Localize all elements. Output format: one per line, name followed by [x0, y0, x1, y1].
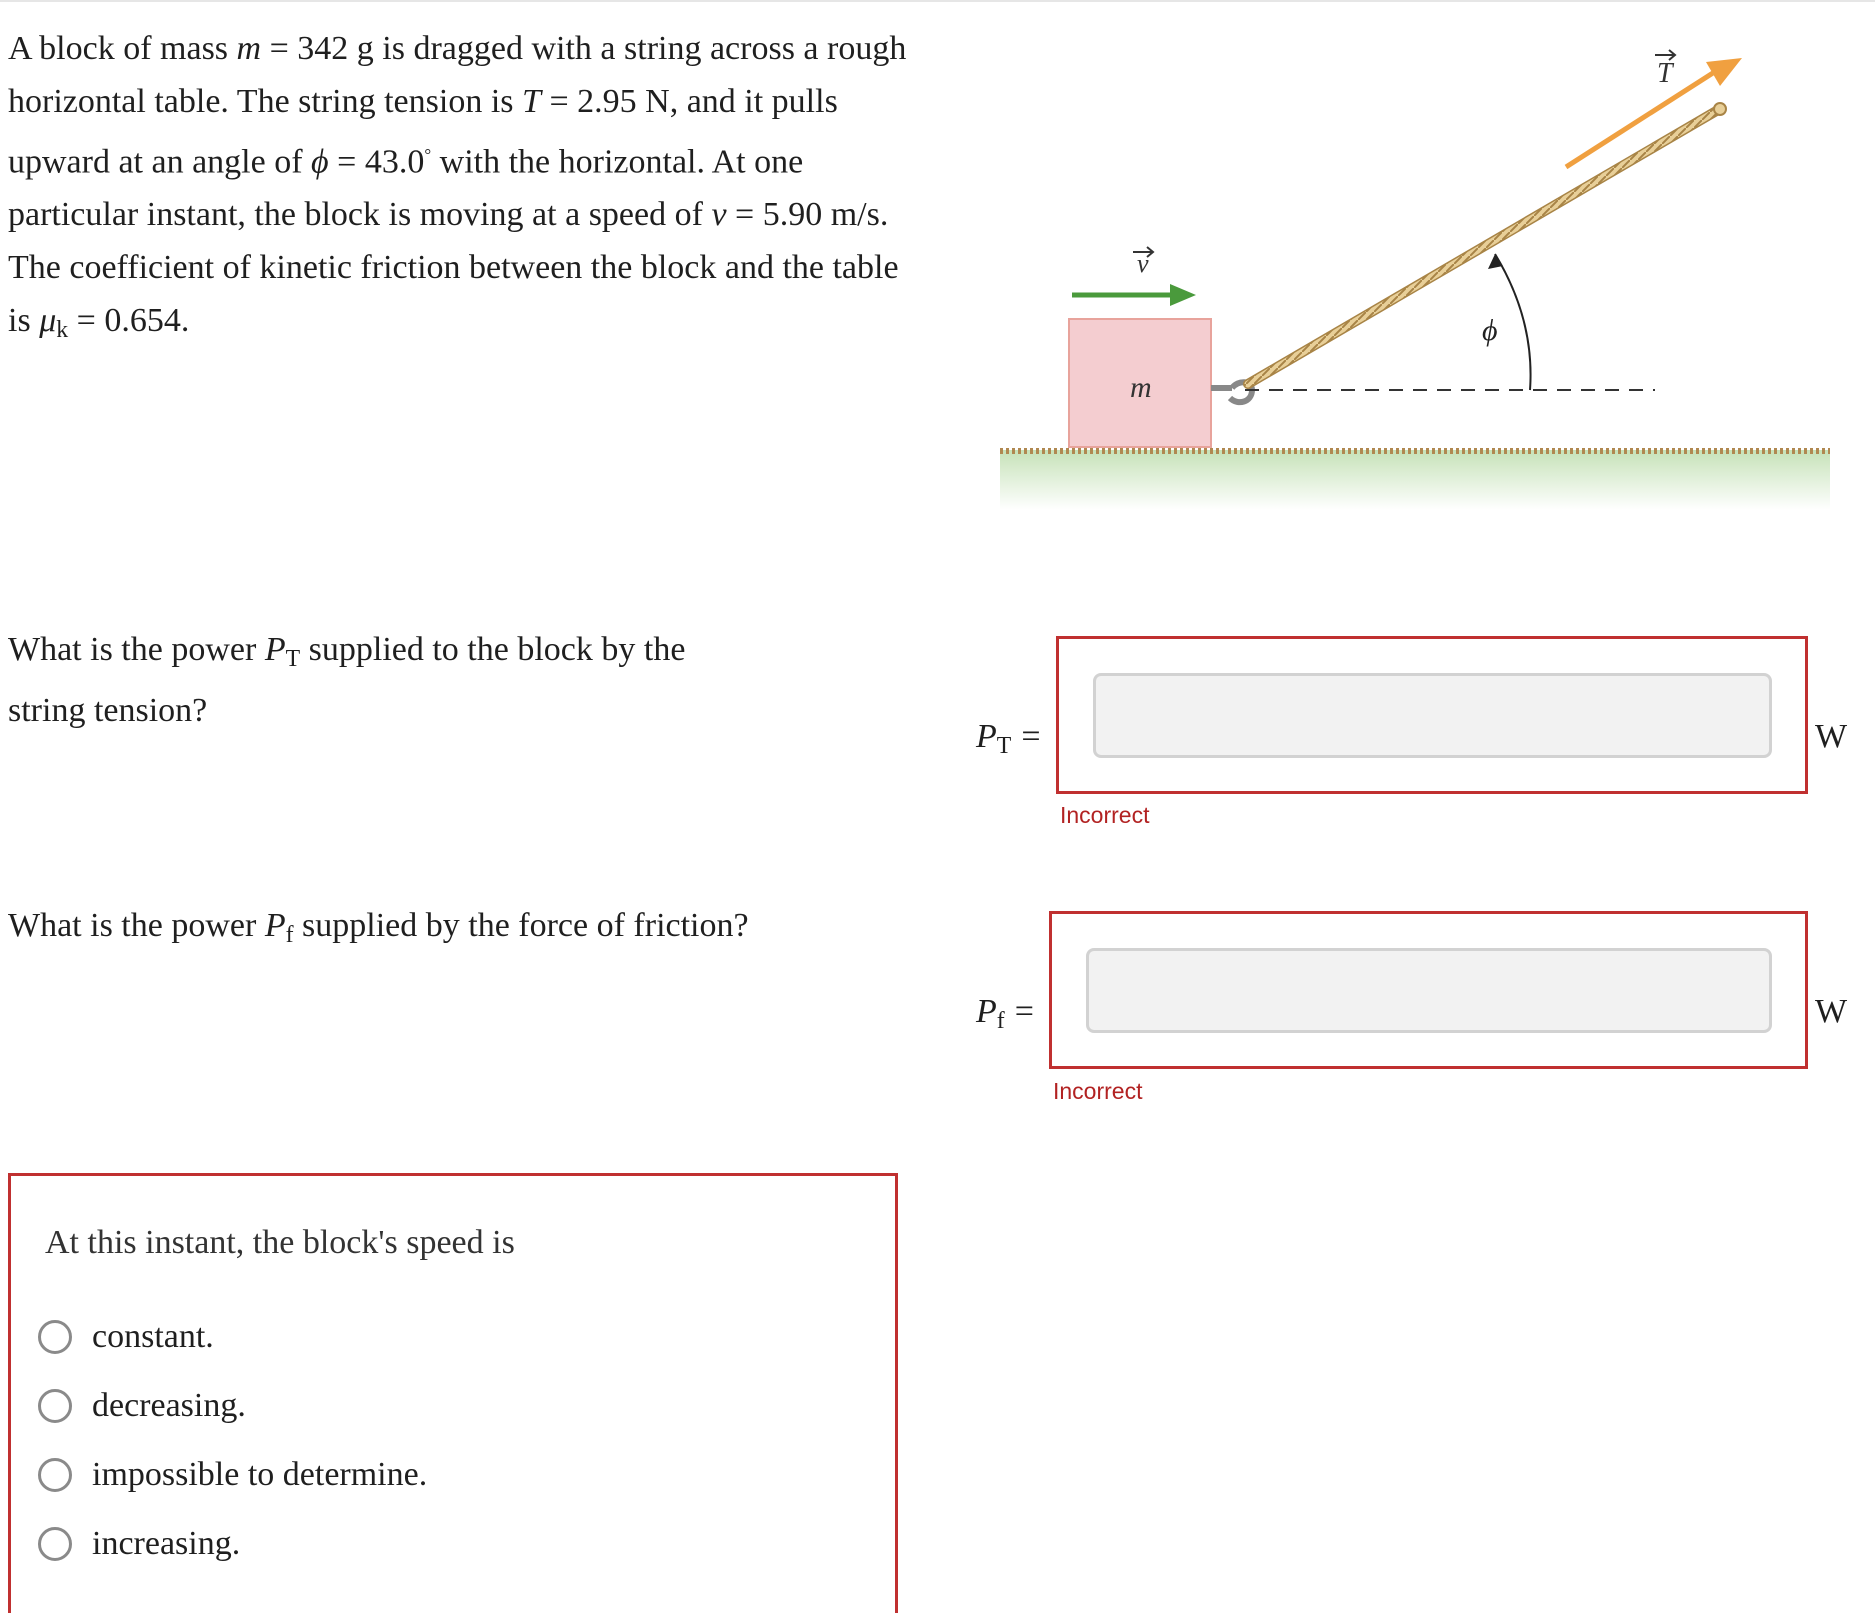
table-surface: [1000, 450, 1830, 510]
option-label: decreasing.: [92, 1387, 246, 1424]
radio-button[interactable]: [38, 1389, 72, 1423]
feedback-incorrect: Incorrect: [1053, 1078, 1143, 1104]
problem-statement: A block of mass m = 342 g is dragged with a string across a rough horizontal table. The string tension is T = 2.95 N, and it pulls upward at an angle of ϕ = 43.0° with the horizontal. At one particular instant, the block is moving at a speed of v = 5.90 m/s. The coefficient of kinetic friction between the block and the table is $\mu_k = 0.654$.: [8, 30, 907, 344]
unit-watts: W: [1815, 993, 1848, 1030]
power-tension-symbol: $P_T$ =: [976, 718, 1041, 759]
question-power-tension: What is the power $P_T$ supplied to the block by the string tension?: [8, 631, 686, 729]
power-friction-input[interactable]: [1086, 948, 1772, 1033]
option-constant[interactable]: [38, 1312, 214, 1362]
option-impossible[interactable]: [38, 1450, 427, 1500]
radio-button[interactable]: [38, 1320, 72, 1354]
question-power-friction: What is the power $P_f$ supplied by the force of friction?: [8, 907, 749, 948]
option-decreasing[interactable]: [38, 1381, 246, 1431]
angle-label: ϕ: [1482, 314, 1498, 347]
option-label: increasing.: [92, 1525, 241, 1562]
rope-end: [1714, 103, 1726, 115]
top-divider: [0, 0, 1875, 2]
answer-box-tension: [1056, 636, 1808, 794]
radio-button[interactable]: [38, 1458, 72, 1492]
mass-label: m: [1130, 371, 1152, 404]
unit-watts: W: [1815, 718, 1848, 755]
answer-box-friction: [1049, 911, 1808, 1069]
option-label: constant.: [92, 1318, 214, 1355]
option-increasing[interactable]: [38, 1519, 240, 1569]
power-friction-symbol: $P_f$ =: [976, 993, 1034, 1034]
radio-button[interactable]: [38, 1527, 72, 1561]
feedback-incorrect: Incorrect: [1060, 802, 1150, 828]
speed-question-prompt: At this instant, the block's speed is: [45, 1224, 515, 1261]
angle-arrowhead: [1488, 254, 1503, 269]
block-diagram: [990, 40, 1840, 520]
power-tension-input[interactable]: [1093, 673, 1772, 758]
angle-arc: [1495, 254, 1531, 390]
tension-label: T: [1657, 58, 1673, 89]
velocity-label: v: [1137, 249, 1149, 278]
option-label: impossible to determine.: [92, 1456, 428, 1493]
